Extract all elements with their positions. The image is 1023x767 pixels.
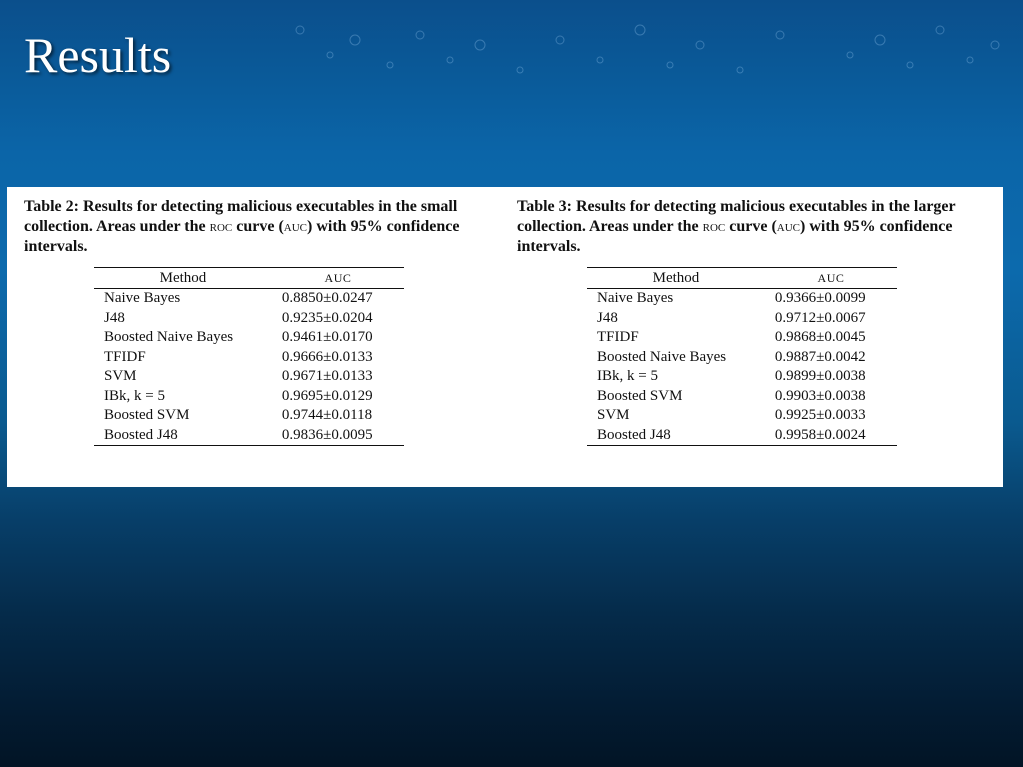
table-row — [587, 406, 897, 426]
cell-auc: 0.9887±0.0042 — [774, 348, 866, 365]
caption-auc: auc — [776, 218, 801, 235]
cell-method: J48 — [597, 309, 618, 326]
table-row — [587, 328, 897, 348]
caption-mid: curve ( — [236, 218, 284, 235]
caption-tail: ) with 95% confidence intervals. — [24, 218, 460, 255]
cell-auc: 0.9695±0.0129 — [281, 387, 373, 404]
cell-method: Boosted SVM — [597, 387, 683, 404]
table-row — [587, 348, 897, 368]
cell-auc: 0.8850±0.0247 — [281, 290, 373, 306]
cell-method: Boosted Naive Bayes — [597, 348, 727, 365]
cell-method: Boosted J48 — [587, 426, 765, 446]
table-row — [94, 348, 404, 368]
table-row — [587, 367, 897, 387]
cell-method: SVM — [597, 407, 630, 423]
caption-auc: auc — [283, 218, 308, 235]
table-row — [94, 406, 404, 426]
cell-auc: 0.9366±0.0099 — [774, 290, 866, 306]
cell-method: TFIDF — [597, 329, 639, 345]
column-header-method: Method — [94, 268, 272, 289]
column-header-auc: AUC — [272, 268, 404, 289]
table-row — [94, 289, 404, 309]
cell-method: Naive Bayes — [597, 290, 674, 306]
cell-auc: 0.9836±0.0095 — [272, 426, 404, 446]
caption-roc: roc — [209, 218, 233, 235]
table-2-block — [24, 197, 484, 446]
table-3-block — [517, 197, 977, 446]
table-row — [94, 426, 404, 446]
column-header-auc: AUC — [765, 268, 897, 289]
table-2 — [94, 267, 404, 446]
cell-method: Boosted J48 — [94, 426, 272, 446]
cell-auc: 0.9899±0.0038 — [774, 368, 866, 384]
table-row — [587, 426, 897, 446]
cell-method: J48 — [104, 309, 125, 326]
table-3 — [587, 267, 897, 446]
cell-method: SVM — [104, 368, 137, 384]
cell-method: IBk, k = 5 — [597, 368, 658, 384]
cell-auc: 0.9903±0.0038 — [774, 387, 866, 404]
table-header-row — [94, 268, 404, 289]
table-row — [94, 387, 404, 407]
cell-method: Boosted SVM — [104, 407, 190, 423]
cell-method: Boosted Naive Bayes — [104, 329, 234, 345]
caption-mid: curve ( — [729, 218, 777, 235]
slide-title: Results — [24, 27, 172, 83]
cell-auc: 0.9958±0.0024 — [765, 426, 897, 446]
results-figure — [7, 187, 1003, 487]
cell-auc: 0.9868±0.0045 — [774, 329, 866, 345]
table-row — [587, 289, 897, 309]
table-row — [94, 367, 404, 387]
cell-auc: 0.9235±0.0204 — [281, 309, 373, 326]
cell-auc: 0.9744±0.0118 — [281, 407, 373, 423]
cell-method: Naive Bayes — [104, 290, 181, 306]
cell-method: IBk, k = 5 — [104, 387, 165, 404]
column-header-method: Method — [587, 268, 765, 289]
table-row — [94, 328, 404, 348]
caption-tail: ) with 95% confidence intervals. — [517, 218, 953, 255]
table-row — [94, 309, 404, 329]
caption-lead: Table 3: Results for detecting malicious executables in the larger collection. Areas under the — [517, 198, 956, 235]
table-2-caption — [24, 197, 484, 257]
cell-auc: 0.9666±0.0133 — [281, 348, 373, 365]
table-header-row — [587, 268, 897, 289]
table-row — [587, 387, 897, 407]
table-row — [587, 309, 897, 329]
caption-roc: roc — [702, 218, 726, 235]
cell-method: TFIDF — [104, 348, 146, 365]
cell-auc: 0.9671±0.0133 — [281, 368, 373, 384]
cell-auc: 0.9461±0.0170 — [281, 329, 373, 345]
cell-auc: 0.9712±0.0067 — [774, 309, 866, 326]
cell-auc: 0.9925±0.0033 — [774, 407, 866, 423]
table-3-caption — [517, 197, 977, 257]
caption-lead: Table 2: Results for detecting malicious executables in the small collection. Areas under the — [24, 198, 458, 235]
